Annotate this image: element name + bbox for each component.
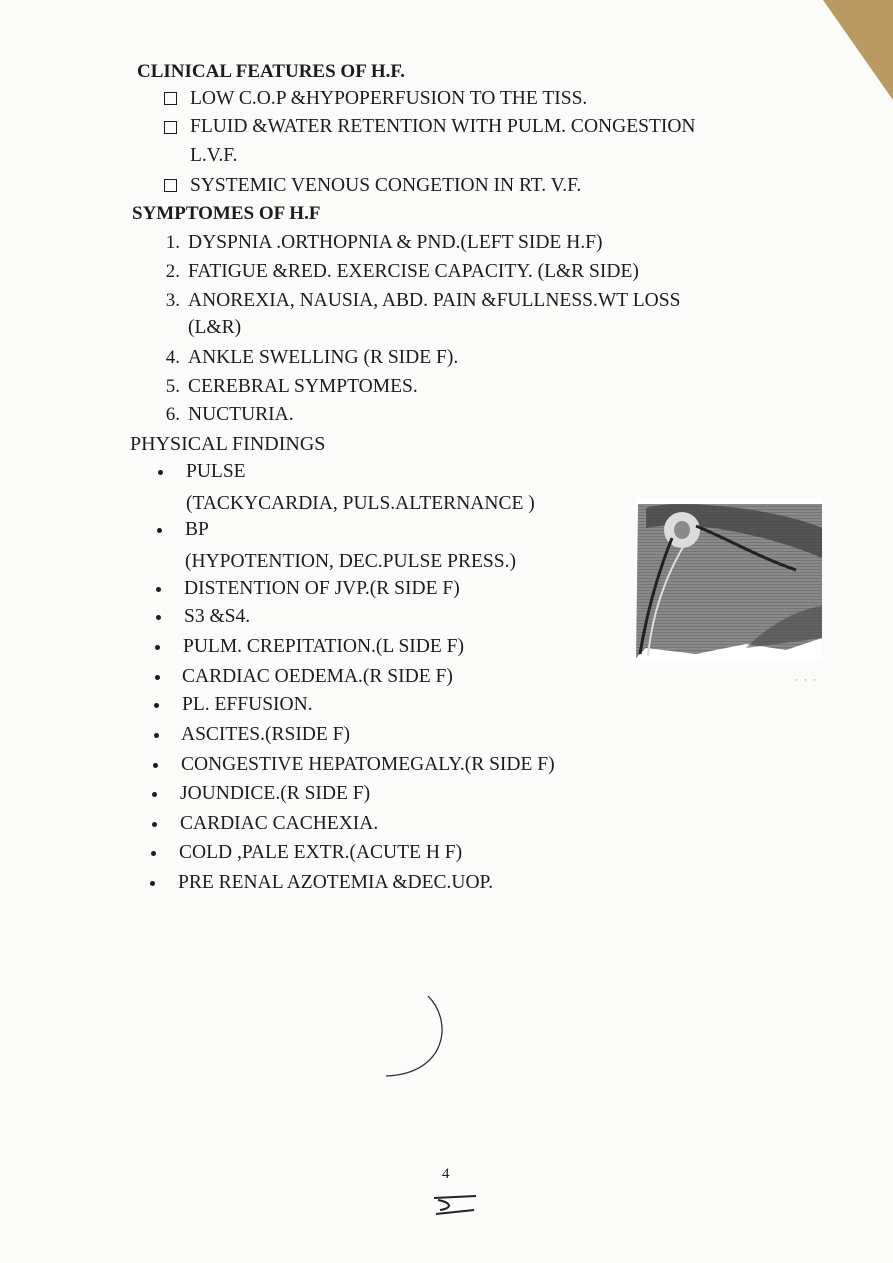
finding-item-4: S3 &S4.	[184, 606, 251, 627]
clinical-item-2-cont: L.V.F.	[190, 145, 238, 166]
bullet-icon	[158, 470, 163, 475]
symptom-item-3: ANOREXIA, NAUSIA, ABD. PAIN &FULLNESS.WT LOSS	[188, 290, 681, 311]
bullet-icon	[154, 703, 159, 708]
bullet-icon	[155, 645, 160, 650]
finding-item-8: ASCITES.(RSIDE F)	[181, 724, 351, 745]
finding-item-1: PULSE	[186, 461, 246, 482]
speck-marks: ···	[795, 675, 822, 685]
bullet-icon	[156, 615, 161, 620]
symptom-item-3-cont: (L&R)	[188, 317, 242, 338]
finding-item-9: CONGESTIVE HEPATOMEGALY.(R SIDE F)	[181, 754, 555, 775]
paper-corner	[823, 0, 893, 100]
symptom-item-4: ANKLE SWELLING (R SIDE F).	[188, 347, 459, 368]
finding-item-1-cont: (TACKYCARDIA, PULS.ALTERNANCE )	[186, 493, 535, 514]
list-number: 5.	[165, 376, 180, 397]
finding-item-2: BP	[185, 519, 209, 540]
finding-item-10: JOUNDICE.(R SIDE F)	[180, 783, 371, 804]
finding-item-2-cont: (HYPOTENTION, DEC.PULSE PRESS.)	[185, 551, 516, 572]
bullet-icon	[152, 792, 157, 797]
finding-item-5: PULM. CREPITATION.(L SIDE F)	[183, 636, 465, 657]
bullet-icon	[154, 733, 159, 738]
stethoscope-image	[636, 498, 822, 660]
finding-item-12: COLD ,PALE EXTR.(ACUTE H F)	[179, 842, 463, 863]
list-number: 3.	[165, 290, 180, 311]
list-number: 4.	[165, 347, 180, 368]
symptoms-heading: SYMPTOMES OF H.F	[132, 203, 321, 224]
symptom-item-2: FATIGUE &RED. EXERCISE CAPACITY. (L&R SIDE)	[188, 261, 639, 282]
signature-mark	[430, 1190, 482, 1220]
list-number: 1.	[165, 232, 180, 253]
list-number: 6.	[165, 404, 180, 425]
finding-item-13: PRE RENAL AZOTEMIA &DEC.UOP.	[178, 872, 494, 893]
finding-item-11: CARDIAC CACHEXIA.	[180, 813, 379, 834]
bullet-icon	[156, 587, 161, 592]
pen-arc-mark	[376, 992, 456, 1084]
bullet-icon	[152, 822, 157, 827]
checkbox-icon	[164, 121, 177, 134]
symptom-item-6: NUCTURIA.	[188, 404, 294, 425]
physical-findings-heading: PHYSICAL FINDINGS	[130, 433, 326, 455]
bullet-icon	[151, 851, 156, 856]
finding-item-3: DISTENTION OF JVP.(R SIDE F)	[184, 578, 460, 599]
list-number: 2.	[165, 261, 180, 282]
bullet-icon	[155, 675, 160, 680]
checkbox-icon	[164, 92, 177, 105]
clinical-item-3: SYSTEMIC VENOUS CONGETION IN RT. V.F.	[190, 175, 582, 196]
symptom-item-5: CEREBRAL SYMPTOMES.	[188, 376, 418, 397]
clinical-features-heading: CLINICAL FEATURES OF H.F.	[137, 61, 405, 82]
page-number: 4	[442, 1166, 450, 1182]
clinical-item-2: FLUID &WATER RETENTION WITH PULM. CONGESTION	[190, 116, 696, 137]
bullet-icon	[150, 881, 155, 886]
finding-item-6: CARDIAC OEDEMA.(R SIDE F)	[182, 666, 453, 687]
bullet-icon	[153, 763, 158, 768]
checkbox-icon	[164, 179, 177, 192]
symptom-item-1: DYSPNIA .ORTHOPNIA & PND.(LEFT SIDE H.F)	[188, 232, 603, 253]
clinical-item-1: LOW C.O.P &HYPOPERFUSION TO THE TISS.	[190, 88, 588, 109]
bullet-icon	[157, 528, 162, 533]
finding-item-7: PL. EFFUSION.	[182, 694, 313, 715]
